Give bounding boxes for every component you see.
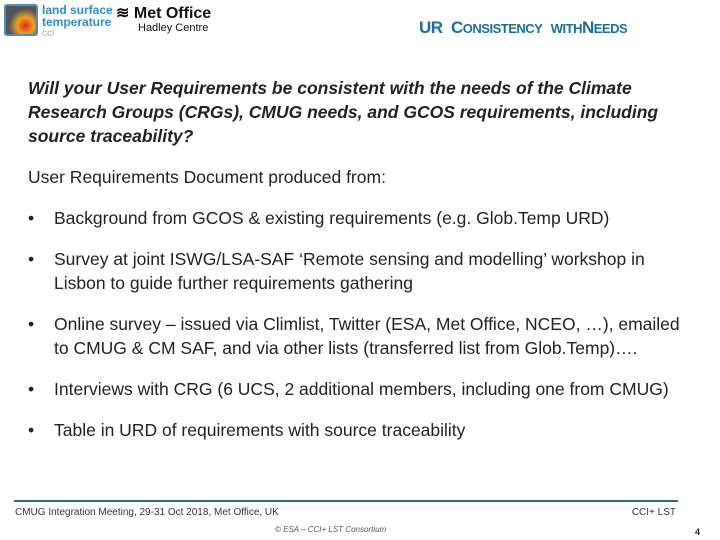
logo-text: cci — [42, 28, 55, 39]
lst-cci-logo — [4, 4, 113, 40]
footer-divider — [14, 500, 678, 502]
intro-text: User Requirements Document produced from: — [28, 167, 386, 187]
footer-copyright: © ESA – CCI+ LST Consortium — [275, 525, 387, 534]
logo-text: Met Office — [133, 5, 212, 22]
met-office-waves-icon: ≋ — [116, 5, 134, 22]
bullet-item: • Survey at joint ISWG/LSA-SAF ‘Remote sensing and modelling’ workshop in Lisbon to guide further requirements gathering — [28, 249, 645, 293]
slide-title: UR CONSISTENCY WITHNEEDS — [419, 18, 628, 37]
slide-body — [28, 76, 698, 459]
bullet-item: • Interviews with CRG (6 UCS, 2 additional members, including one from CMUG) — [28, 379, 669, 399]
page-number: 4 — [695, 527, 701, 537]
logo-text: Hadley Centre — [138, 22, 209, 34]
question: Will your User Requirements be consistent with the needs of the Climate Research Groups (CRGs), CMUG needs, and GCOS requirements, including source traceability? — [28, 78, 659, 146]
footer-project: CCI+ LST — [631, 507, 676, 518]
met-office-logo — [116, 6, 211, 34]
logo-text: temperature — [42, 15, 112, 29]
footer-meeting: CMUG Integration Meeting, 29-31 Oct 2018, Met Office, UK — [15, 507, 279, 518]
lst-logo-image — [4, 4, 38, 36]
bullet-item: • Online survey – issued via Climlist, Twitter (ESA, Met Office, NCEO, …), emailed to CMUG & CM SAF, and via other lists (transferred list from Glob.Temp)…. — [28, 314, 680, 358]
bullet-item: • Table in URD of requirements with source traceability — [28, 420, 466, 440]
bullet-item: • Background from GCOS & existing requirements (e.g. Glob.Temp URD) — [28, 208, 610, 228]
logo-text: land surface — [42, 3, 113, 17]
